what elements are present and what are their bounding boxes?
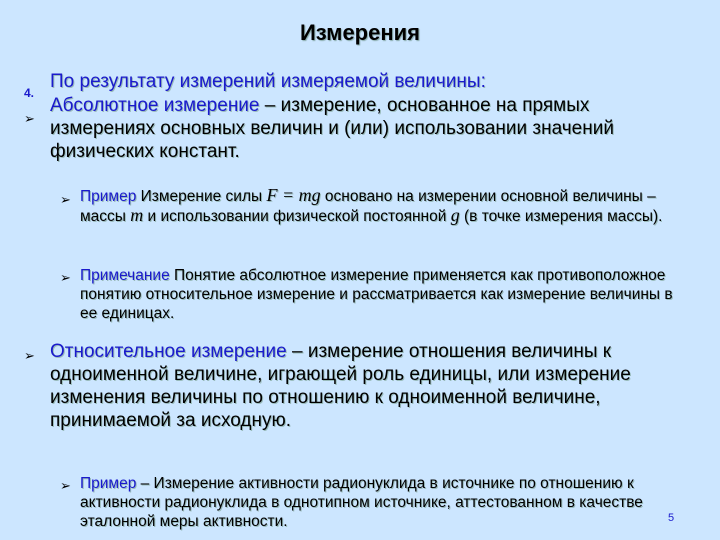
list-number-marker: 4. (24, 86, 35, 100)
sub-item-example-force (80, 186, 670, 226)
example-label: Пример (80, 475, 137, 492)
term-absolute-measurement: Абсолютное измерение (50, 95, 260, 116)
symbol-gravity: g (450, 205, 460, 225)
page-number: 5 (668, 512, 675, 524)
example-label: Пример (80, 188, 137, 205)
sub-item-example-radionuclide (80, 474, 690, 531)
arrow-bullet-icon: ➢ (60, 478, 71, 493)
list-item-absolute-measurement (50, 94, 630, 163)
example-text: основано на измерении основной величины – массы (80, 188, 656, 225)
example-text: и использовании физической постоянной (143, 208, 451, 225)
example-text: Измерение силы (136, 188, 267, 205)
note-label: Примечание (80, 267, 170, 284)
list-item-intro: По результату измерений измеряемой величины: (50, 71, 486, 92)
note-text: Понятие абсолютное измерение применяется как противоположное понятию относительное измерение и рассматривается как измерение величины в ее единицах. (80, 267, 673, 322)
arrow-bullet-icon: ➢ (24, 111, 35, 126)
arrow-bullet-icon: ➢ (24, 348, 35, 363)
example-text: (в точке измерения массы). (459, 208, 663, 225)
arrow-bullet-icon: ➢ (60, 192, 71, 207)
arrow-bullet-icon: ➢ (60, 270, 71, 285)
term-relative-measurement: Относительное измерение (50, 341, 287, 362)
list-item-relative-measurement (50, 340, 670, 432)
formula-force: F = mg (266, 185, 321, 205)
example-text: – Измерение активности радионуклида в источнике по отношению к активности радионуклида в однотипном источнике, аттестованном в качестве эталонной меры активности. (80, 475, 643, 530)
symbol-mass: m (130, 205, 144, 225)
sub-item-note (80, 266, 680, 323)
definition-relative-measurement: – измерение отношения величины к одноименной величине, играющей роль единицы, или измерение изменения величины по отношению к одноименной величине, принимаемой за исходную. (50, 341, 631, 431)
slide-title: Измерения (299, 20, 421, 45)
definition-absolute-measurement: – измерение, основанное на прямых измерениях основных величин и (или) использовании значений физических констант. (50, 95, 614, 162)
